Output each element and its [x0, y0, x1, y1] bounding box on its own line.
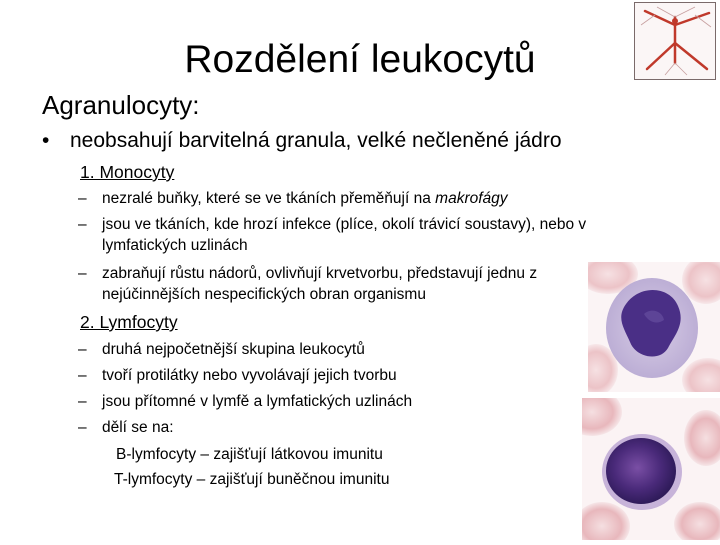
dash-marker: – [78, 341, 87, 358]
section-lymfocyty-label: 2. Lymfocyty [80, 312, 178, 332]
list-item [78, 365, 638, 386]
list-item [78, 417, 638, 438]
list-item [78, 339, 638, 360]
item-emphasis: makrofágy [435, 190, 508, 207]
item-text: tvoří protilátky nebo vyvolávají jejich tvorbu [102, 367, 397, 384]
list-item [78, 391, 638, 412]
main-bullet [42, 128, 562, 154]
dash-marker: – [78, 393, 87, 410]
item-text: jsou přítomné v lymfě a lymfatických uzlinách [102, 393, 413, 410]
list-item [78, 263, 630, 305]
item-text: dělí se na: [102, 419, 174, 436]
list-item [78, 214, 638, 256]
dash-marker: – [78, 419, 87, 436]
list-item [78, 188, 638, 209]
section-heading: Agranulocyty: [42, 90, 200, 120]
item-text: druhá nejpočetnější skupina leukocytů [102, 341, 365, 358]
lymphocyte-image [582, 398, 720, 540]
bullet-dot: • [42, 129, 50, 152]
dash-marker: – [78, 265, 87, 282]
dash-marker: – [78, 216, 87, 233]
sub-list-item: B-lymfocyty – zajišťují látkovou imunitu [116, 446, 383, 463]
sub-list-item: T-lymfocyty – zajišťují buněčnou imunitu [114, 471, 390, 488]
dash-marker: – [78, 190, 87, 207]
section-monocyty-label: 1. Monocyty [80, 162, 175, 182]
item-text: zabraňují růstu nádorů, ovlivňují krvetvorbu, představují jednu z nejúčinnějších nespecifických obran organismu [102, 265, 538, 303]
page-title: Rozdělení leukocytů [184, 38, 536, 81]
item-text: jsou ve tkáních, kde hrozí infekce (plíce, okolí trávicí soustavy), nebo v lymfatických uzlinách [102, 216, 587, 254]
monocyte-image [588, 262, 720, 392]
bullet-text: neobsahují barvitelná granula, velké nečleněné jádro [70, 129, 562, 152]
dash-marker: – [78, 367, 87, 384]
item-text: nezralé buňky, které se ve tkáních přeměňují na [102, 190, 436, 207]
